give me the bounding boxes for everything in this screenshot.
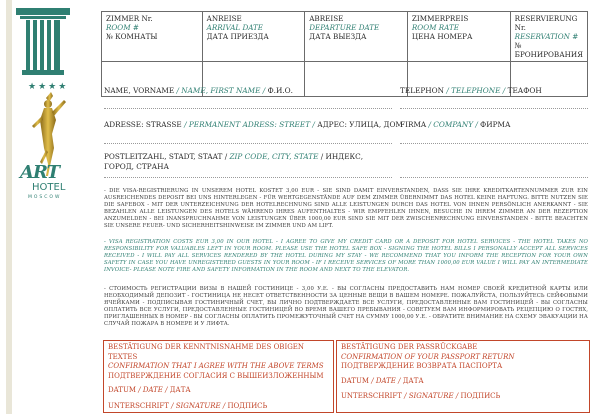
company-field[interactable] — [400, 143, 588, 144]
reservation-number-cell[interactable]: RESERVIERUNG Nr. RESERVATION # № БРОНИРОВАНИЯ — [510, 12, 587, 62]
reservation-table — [101, 11, 588, 97]
confirm-terms-box[interactable]: BESTÄTIGUNG DER KENNTNISNAHME DES OBIGEN TEXTES CONFIRMATION THAT I AGREE WITH THE ABOVE TERMS ПОДТВЕРЖДЕНИЕ СОГЛАСИЯ С ВЫШЕИЗЛОЖЕННЫМ DATUM / DATE / ДАТА UNTERSCHRIFT / SIGNATURE / ПОДПИСЬ — [103, 340, 334, 413]
name-field[interactable] — [104, 108, 392, 109]
date-line[interactable]: DATUM / DATE / ДАТА — [108, 386, 191, 394]
rating-stars: ★★★★ — [28, 82, 69, 92]
signature-line[interactable]: UNTERSCHRIFT / SIGNATURE / ПОДПИСЬ — [108, 401, 268, 410]
hotel-logo — [12, 164, 88, 212]
postal-field[interactable] — [104, 177, 392, 178]
departure-date-input[interactable] — [305, 62, 408, 97]
address-label: ADRESSE: STRASSE / PERMANENT ADRESS: STREET / АДРЕС: УЛИЦА, ДОМ — [104, 120, 403, 129]
confirm-passport-box[interactable]: BESTÄTIGUNG DER PASSRÜCKGABE CONFIRMATION OF YOUR PASSPORT RETURN ПОДТВЕРЖДЕНИЕ ВОЗВРАТА ПАСПОРТА DATUM / DATE / ДАТА UNTERSCHRIFT / SIGNATURE / ПОДПИСЬ — [336, 340, 590, 413]
logo-hotel: HOTEL — [32, 182, 66, 193]
postal-label: POSTLEITZAHL, STADT, STAAT / ZIP CODE, CITY, STATE / ИНДЕКС, ГОРОД, СТРАНА — [104, 152, 364, 171]
extra-field[interactable] — [400, 177, 588, 178]
room-rate-cell[interactable]: ZIMMERPREIS ROOM RATE ЦЕНА НОМЕРА — [407, 12, 510, 62]
column-logo-icon — [14, 6, 72, 76]
hotel-sidebar — [0, 0, 92, 414]
date-line[interactable]: DATUM / DATE / ДАТА — [341, 376, 424, 385]
room-number-cell[interactable]: ZIMMER Nr. ROOM # № КОМНАТЫ — [102, 12, 203, 62]
terms-german: - DIE VISA-REGISTRIERUNG IN UNSEREM HOTEL KOSTET 3,00 EUR - SIE SIND DAMIT EINVERSTANDEN, DASS SIE IHRE KREDITKARTENNUMMER ZUR EIN AUSREICHENDES DEPOSIT BEI UNS HINTERLEGEN - FÜR WERTGEGENSTÄNDE AUF DEM ZIMMER ÜBERNIMMT DAS HOTEL KEINE HAFTUNG. BITTE NUTZEN SIE DIE SAFEBOX - MIT DER UNTERZEICHNUNG DER HOTELRECHNUNG SIND ALLE LEISTUNGEN DURCH DAS HOTEL VON IHNEN PERSÖNLICH ANERKANNT - SIE BEZAHLEN ALLE LEISTUNGEN DES HOTELS WÄHREND IHRES AUFENTHALTES - WIR EMPFEHLEN IHNEN, BESUCHE IN IHREM ZIMMER AN DER REZEPTION ANZUMELDEN - BEI INANSPRUCHNAHME VON LEISTUNGEN ÜBER 1000,00 EUR SIND SIE MIT DER ZWISCHENRECHNUNG EINVERSTANDEN - BITTE BEACHTEN SIE UNSERE FEUER- UND SICHERHEITSHINWEISE IM ZIMMER UND AM LIFT. — [104, 188, 588, 229]
logo-moscow: MOSCOW — [28, 195, 62, 200]
telephone-label: TELEPHON / TELEPHONE / ТЕАФОН — [400, 86, 542, 95]
departure-date-cell[interactable]: ABREISE DEPARTURE DATE ДАТА ВЫЕЗДА — [305, 12, 408, 62]
logo-art: ART — [20, 162, 60, 183]
terms-english: - VISA REGISTRATION COSTS EUR 3,00 IN OUR HOTEL - I AGREE TO GIVE MY CREDIT CARD OR A DEPOSIT FOR HOTEL SERVICES - THE HOTEL TAKES NO RESPONSIBILITY FOR VALUABLES LEFT IN YOUR ROOM. PLEASE USE THE HOTEL SAFE BOX - SIGNING THE HOTEL BILLS I PERSONALLY ACCEPT ALL SERVICES RECEIVED - I WILL PAY ALL SERVICES RENDERED BY THE HOTEL DURING MY STAY - WE RECOMMEND THAT YOU INFORM THE RECEPTION FOR YOUR OWN SAFETY IN CASE YOU HAVE UNREGISTERED GUESTS IN YOUR ROOM - IF I RECEIVE SERVICES OF MORE THAN 1000,00 EUR VALUE I WILL PAY AN INTERMEDIATE INVOICE- PLEASE NOTE FIRE AND SAFETY INFORMATION IN THE ROOM AND NEXT TO THE ELEVATOR. — [104, 239, 588, 273]
arrival-date-cell[interactable]: ANREISE ARRIVAL DATE ДАТА ПРИЕЗДА — [202, 12, 305, 62]
signature-line[interactable]: UNTERSCHRIFT / SIGNATURE / ПОДПИСЬ — [341, 392, 501, 400]
name-label: NAME, VORNAME / NAME, FIRST NAME / Ф.И.О. — [104, 86, 293, 95]
telephone-field[interactable] — [400, 108, 588, 109]
address-field[interactable] — [104, 143, 392, 144]
terms-russian: - СТОИМОСТЬ РЕГИСТРАЦИИ ВИЗЫ В НАШЕЙ ГОСТИНИЦЕ - 3,00 У.Е. - ВЫ СОГЛАСНЫ ПРЕДОСТАВИТЬ НАМ НОМЕР СВОЕЙ КРЕДИТНОЙ КАРТЫ ИЛИ НЕОБХОДИМЫЙ ДЕПОЗИТ - ГОСТИНИЦА НЕ НЕСЕТ ОТВЕТСТВЕННОСТИ ЗА ЦЕННЫЕ ВЕЩИ В ВАШЕМ НОМЕРЕ. ПОЖАЛУЙСТА, ПОЛЬЗУЙТЕСЬ СЕЙФОВЫМИ ЯЧЕЙКАМИ - ПОДПИСЫВАЯ ГОСТИНИЧНЫЙ СЧЕТ, ВЫ ЛИЧНО ПОДТВЕРЖДАЕТЕ ВСЕ УСЛУГИ, ПРЕДОСТАВЛЕННЫЕ ВАМ ГОСТИНИЦЕЙ - ВЫ СОГЛАСНЫ ОПЛАТИТЬ ВСЕ УСЛУГИ, ПРЕДОСТАВЛЕННЫЕ ГОСТИНИЦЕЙ ВО ВРЕМЯ ВАШЕГО ПРЕБЫВАНИЯ - СОВЕТУЕМ ВАМ ИНФОРМИРОВАТЬ РЕЦЕПЦИЮ О ГОСТЯХ, ПРИГЛАШЕННЫХ В НОМЕР - ВЫ СОГЛАСНЫ ОПЛАТИТЬ ПРОМЕЖУТОЧНЫЙ СЧЕТ НА СУММУ 1000,00 У.Е. - ОБРАТИТЕ ВНИМАНИЕ НА СХЕМУ ЭВАКУАЦИИ НА СЛУЧАЙ ПОЖАРА В НОМЕРЕ И У ЛИФТА. — [104, 286, 588, 327]
company-label: FIRMA / COMPANY / ФИРМА — [400, 120, 511, 129]
